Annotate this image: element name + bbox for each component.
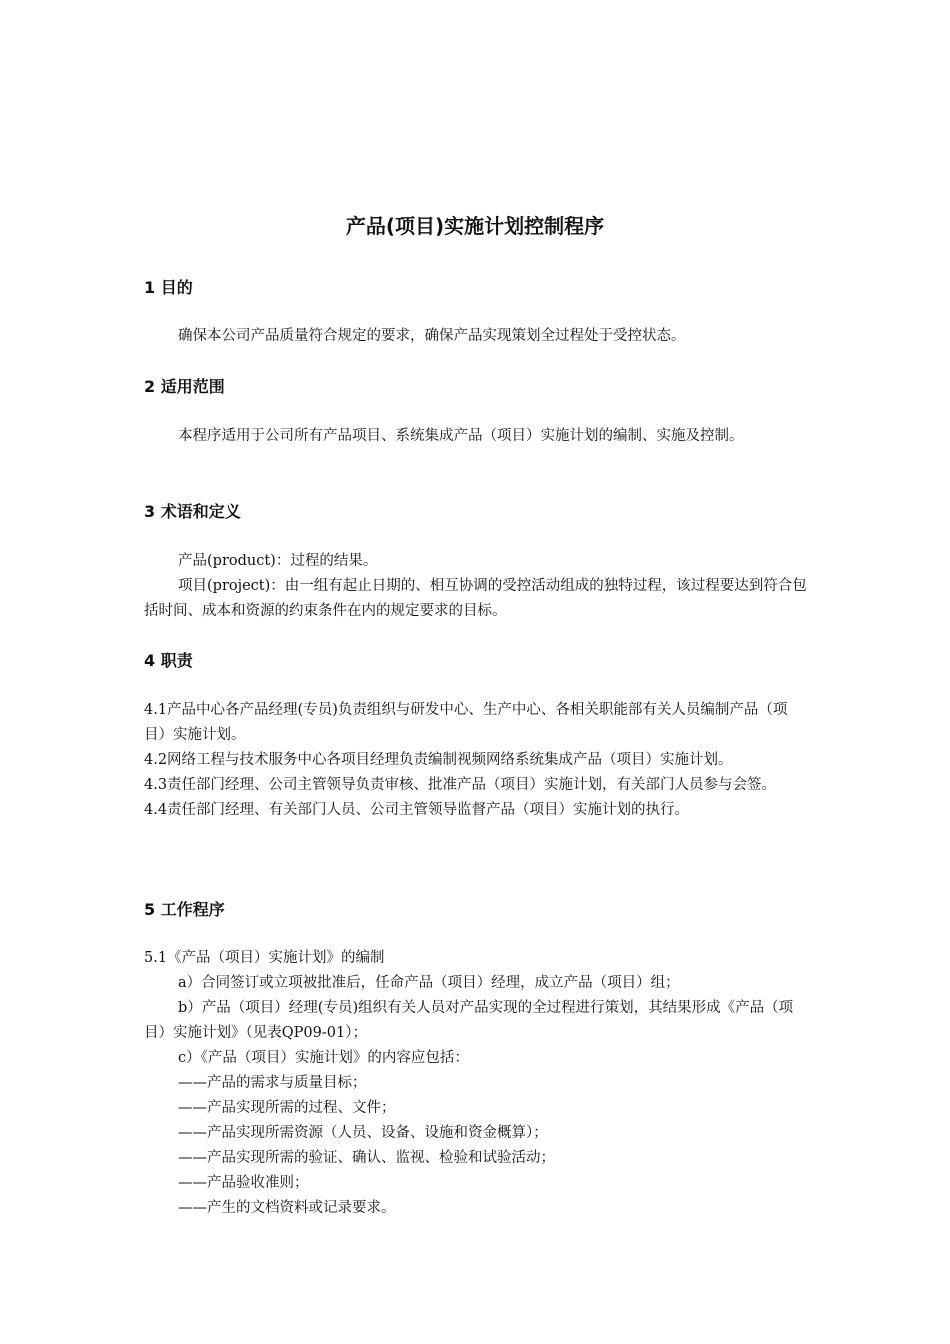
purpose-text: 确保本公司产品质量符合规定的要求，确保产品实现策划全过程处于受控状态。 xyxy=(178,328,686,344)
section-heading-scope: 2 适用范围 xyxy=(144,377,225,396)
responsibility-item: 4.3责任部门经理、公司主管领导负责审核、批准产品（项目）实施计划，有关部门人员参与会签。 xyxy=(144,777,777,793)
plan-contents-list xyxy=(144,1071,808,1221)
section-heading-terms: 3 术语和定义 xyxy=(144,502,241,521)
section-heading-responsibilities: 4 职责 xyxy=(144,651,193,670)
responsibility-item: 4.1产品中心各产品经理(专员)负责组织与研发中心、生产中心、各相关职能部有关人员编制产品（项目）实施计划。 xyxy=(144,702,788,743)
section-body-terms xyxy=(144,549,808,624)
document-title: 产品(项目)实施计划控制程序 xyxy=(345,214,605,238)
section-body-scope xyxy=(144,424,808,449)
list-item: ——产品验收准则； xyxy=(178,1175,309,1191)
list-item: ——产品实现所需的过程、文件； xyxy=(178,1100,396,1116)
responsibility-item: 4.4责任部门经理、有关部门人员、公司主管领导监督产品（项目）实施计划的执行。 xyxy=(144,802,690,818)
list-item: ——产品的需求与质量目标； xyxy=(178,1075,367,1091)
list-item: ——产品实现所需的验证、确认、监视、检验和试验活动； xyxy=(178,1150,555,1166)
procedure-subheading: 5.1《产品（项目）实施计划》的编制 xyxy=(144,950,385,966)
section-body-responsibilities xyxy=(144,698,808,823)
section-body-purpose xyxy=(144,324,808,349)
section-body-procedure xyxy=(144,946,808,1221)
section-heading-purpose: 1 目的 xyxy=(144,278,193,297)
procedure-step: c）《产品（项目）实施计划》的内容应包括： xyxy=(178,1050,469,1066)
term-definition: 项目(project)：由一组有起止日期的、相互协调的受控活动组成的独特过程，该过程要达到符合包括时间、成本和资源的约束条件在内的规定要求的目标。 xyxy=(144,578,807,619)
list-item: ——产品实现所需资源（人员、设备、设施和资金概算）； xyxy=(178,1125,548,1141)
responsibility-item: 4.2网络工程与技术服务中心各项目经理负责编制视频网络系统集成产品（项目）实施计划。 xyxy=(144,752,733,768)
procedure-step: b）产品（项目）经理(专员)组织有关人员对产品实现的全过程进行策划，其结果形成《产品（项目）实施计划》（见表QP09-01）； xyxy=(144,1000,794,1041)
scope-text: 本程序适用于公司所有产品项目、系统集成产品（项目）实施计划的编制、实施及控制。 xyxy=(178,428,744,444)
list-item: ——产生的文档资料或记录要求。 xyxy=(178,1200,396,1216)
procedure-step: a）合同签订或立项被批准后，任命产品（项目）经理，成立产品（项目）组； xyxy=(178,975,680,991)
term-definition: 产品(product)：过程的结果。 xyxy=(178,553,378,569)
section-heading-procedure: 5 工作程序 xyxy=(144,900,225,919)
